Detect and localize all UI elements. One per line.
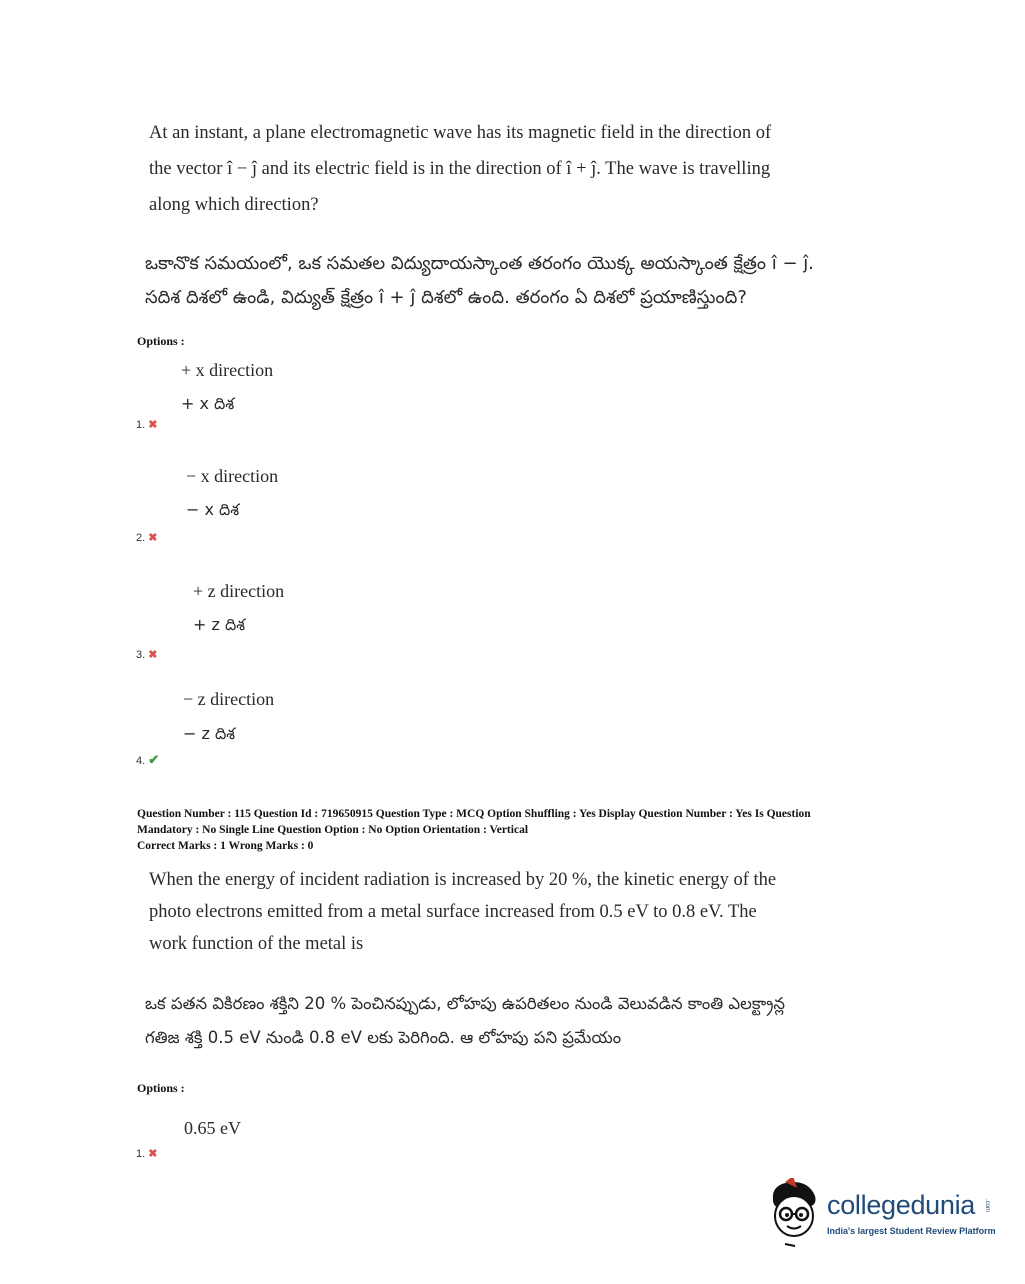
q1-line-2: the vector î − ĵ and its electric field is in the direction of î + ĵ. The wave is travelling [149, 159, 771, 179]
q1-option-3-telugu: + z దిశ [193, 615, 246, 634]
q1-option-2-label: 2. [136, 532, 146, 544]
student-mascot-icon [765, 1178, 825, 1248]
q2-line-2: photo electrons emitted from a metal surface increased from 0.5 eV to 0.8 eV. The [149, 902, 757, 922]
logo-dotcom: .com [984, 1199, 990, 1213]
question-1-telugu [145, 247, 825, 315]
wrong-mark-icon: ✖ [148, 649, 158, 661]
q1-option-3-english: + z direction [193, 581, 285, 601]
correct-check-icon: ✔ [148, 752, 160, 767]
q1-te-line-2: సదిశ దిశలో ఉండి, విద్యుత్ క్షేత్రం î + ĵ దిశలో ఉంది. తరంగం ఏ దిశలో ప్రయాణిస్తుంది? [145, 287, 747, 308]
question-2-text [149, 864, 809, 960]
q2-options-label: Options : [137, 1081, 185, 1095]
q1-line-1: At an instant, a plane electromagnetic wave has its magnetic field in the direction of [149, 123, 772, 143]
collegedunia-logo [765, 1178, 1000, 1248]
q1-option-2-telugu: − x దిశ [186, 500, 240, 519]
q2-line-1: When the energy of incident radiation is increased by 20 %, the kinetic energy of the [149, 870, 777, 890]
wrong-mark-icon: ✖ [148, 532, 158, 544]
logo-name: collegedunia [827, 1190, 976, 1220]
q1-line-3: along which direction? [149, 195, 319, 215]
q1-option-4-number [136, 752, 159, 768]
q1-option-1-number [136, 418, 157, 431]
q1-option-1-label: 1. [136, 419, 146, 431]
q1-option-1-english: + x direction [181, 360, 274, 380]
q2-option-1-number [136, 1147, 157, 1160]
q1-option-3-number [136, 648, 157, 661]
wrong-mark-icon: ✖ [148, 1148, 158, 1160]
question-1-text [149, 115, 809, 223]
q1-option-4-label: 4. [136, 755, 146, 767]
q1-option-2-number [136, 531, 157, 544]
question-2-metadata [137, 807, 897, 855]
q1-option-2-english: − x direction [186, 466, 279, 486]
q1-option-1-telugu: + x దిశ [181, 394, 235, 413]
meta-line-1: Question Number : 115 Question Id : 719650915 Question Type : MCQ Option Shuffling : Yes Display Question Number : Yes Is Question [137, 808, 811, 820]
q2-option-1-english: 0.65 eV [184, 1118, 241, 1138]
q1-te-line-1: ఒకానొక సమయంలో, ఒక సమతల విద్యుదాయస్కాంత తరంగం యొక్క అయస్కాంత క్షేత్రం î − ĵ. [145, 253, 814, 274]
q1-options-label: Options : [137, 334, 185, 348]
q2-line-3: work function of the metal is [149, 934, 364, 954]
q2-te-line-1: ఒక పతన వికిరణం శక్తిని 20 % పెంచినప్పుడు, లోహపు ఉపరితలం నుండి వెలువడిన కాంతి ఎలక్ట్రాన్ల [145, 994, 785, 1013]
q1-option-4-english: − z direction [183, 689, 275, 709]
question-2-telugu [145, 987, 825, 1055]
q1-option-4-telugu: − z దిశ [183, 724, 236, 743]
wrong-mark-icon: ✖ [148, 419, 158, 431]
meta-line-2: Mandatory : No Single Line Question Option : No Option Orientation : Vertical [137, 823, 529, 836]
q2-te-line-2: గతిజ శక్తి 0.5 eV నుండి 0.8 eV లకు పెరిగింది. ఆ లోహపు పని ప్రమేయం [145, 1028, 622, 1047]
q1-option-3-label: 3. [136, 649, 146, 661]
q2-option-1-label: 1. [136, 1148, 146, 1160]
logo-tagline: India's largest Student Review Platform [827, 1226, 996, 1236]
meta-line-3: Correct Marks : 1 Wrong Marks : 0 [137, 840, 314, 852]
